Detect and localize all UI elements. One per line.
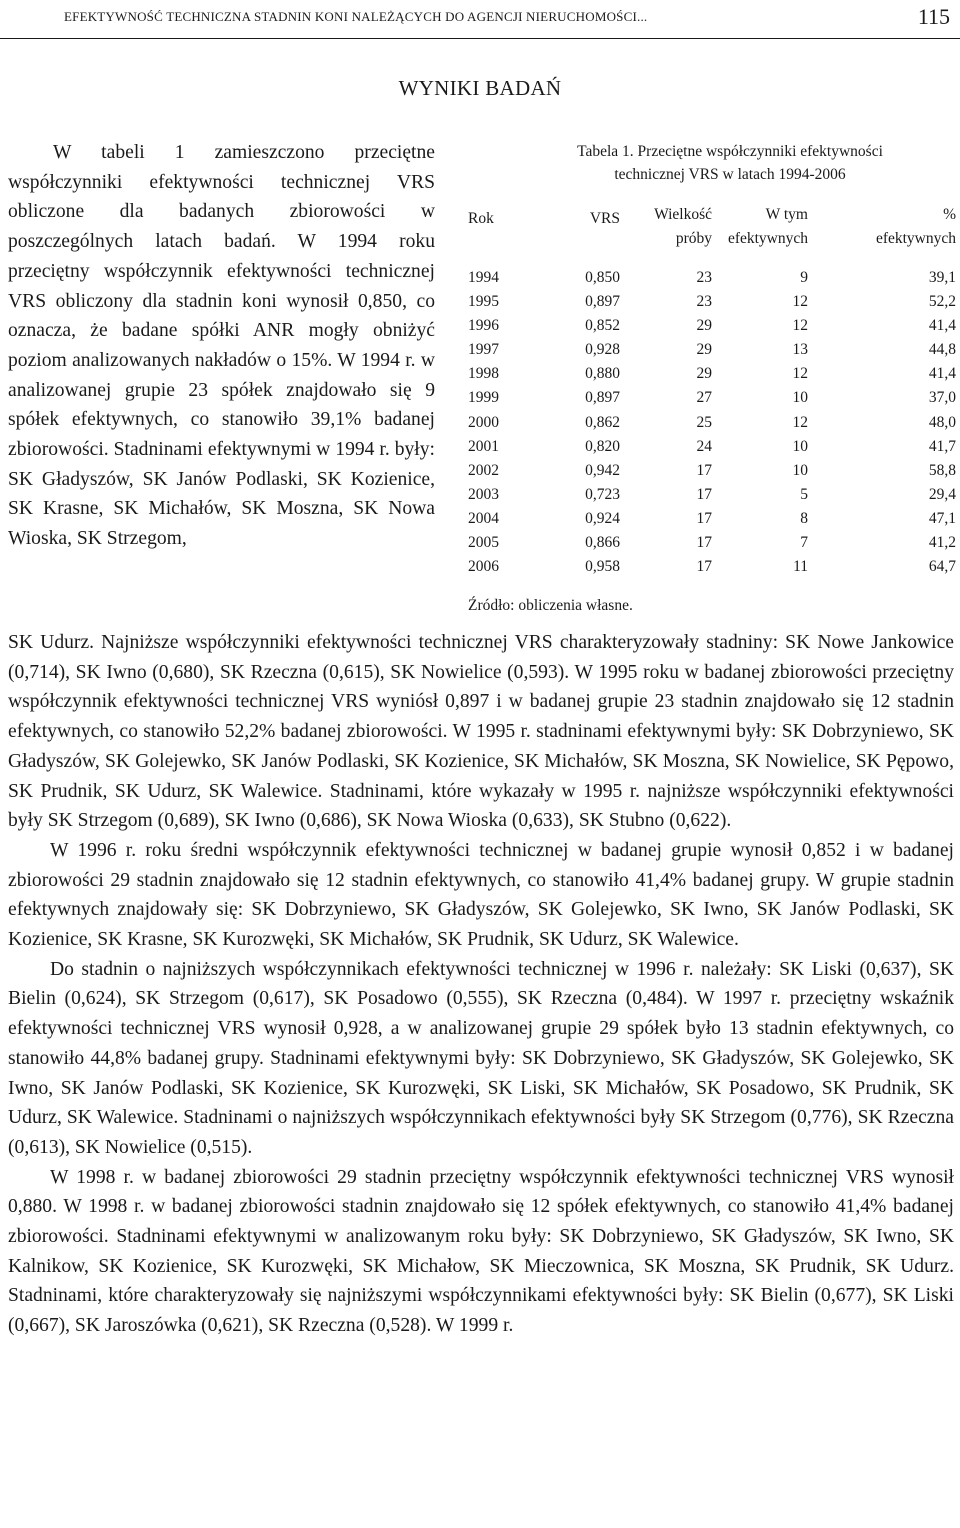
table-header-row	[468, 203, 956, 251]
cell-vrs: 0,897	[585, 293, 620, 311]
running-title: EFEKTYWNOŚĆ TECHNICZNA STADNIN KONI NALEŻĄCYCH DO AGENCJI NIERUCHOMOŚCI...	[64, 9, 648, 24]
cell-vrs: 0,723	[585, 485, 620, 503]
cell-year: 2003	[468, 485, 499, 503]
cell-percent: 41,2	[928, 534, 956, 552]
table-row	[468, 314, 956, 338]
table-row	[468, 435, 956, 459]
body-paragraph: W 1998 r. w badanej zbiorowości 29 stadnin przeciętny współczynnik efektywności technicznej VRS wynosił 0,880. W 1998 r. w badanej zbiorowości stadnin znajdowało się 12 spółek efektywnych, co stanowiło 41,4% badanej zbiorowości. Stadninami efektywnymi w analizowanym roku były: SK Dobrzyniewo, SK Gładyszów, SK Iwno, SK Kalnikow, SK Kozienice, SK Kurozwęki, SK Michałow, SK Mieczownica, SK Moszna, SK Prudnik, SK Udurz. Stadninami, które charakteryzowały się najniższymi współczynnikami efektywności były: SK Bielin (0,677), SK Liski (0,667), SK Jaroszówka (0,621), SK Rzeczna (0,528). W 1999 r.	[8, 1166, 954, 1337]
body-paragraph: W 1996 r. roku średni współczynnik efektywności technicznej w badanej grupie wynosił 0,852 i w badanej zbiorowości 29 stadnin znajdowało się 12 stadnin efektywnych, co stanowiło 41,4% badanej grupy. W grupie stadnin efektywnych znajdowały się: SK Dobrzyniewo, SK Gładyszów, SK Golejewko, SK Iwno, SK Janów Podlaski, SK Kozienice, SK Krasne, SK Kurozwęki, SK Michałów, SK Prudnik, SK Udurz, SK Walewice.	[8, 839, 954, 951]
cell-sample-size: 29	[696, 317, 712, 335]
cell-sample-size: 23	[696, 269, 712, 286]
cell-percent: 47,1	[928, 509, 956, 527]
cell-efficient: 10	[792, 389, 808, 407]
table-row	[468, 411, 956, 435]
table-row	[468, 251, 956, 290]
cell-year: 2002	[468, 461, 499, 479]
cell-sample-size: 17	[696, 461, 712, 479]
section-heading: WYNIKI BADAŃ	[398, 76, 562, 100]
body-paragraph: Do stadnin o najniższych współczynnikach efektywności technicznej w 1996 r. należały: SK Liski (0,637), SK Bielin (0,624), SK Strzegom (0,617), SK Posadowo (0,555), SK Rzeczna (0,484). W 1997 r. przeciętny wskaźnik efektywności technicznej VRS wynosił 0,928, a w analizowanej grupie 29 spółek było 13 stadnin efektywnych, co stanowiło 44,8% badanej grupy. Stadninami efektywnymi były: SK Dobrzyniewo, SK Gładyszów, SK Golejewko, SK Iwno, SK Janów Podlaski, SK Kozienice, SK Kurozwęki, SK Liski, SK Michałów, SK Posadowo, SK Prudnik, SK Udurz, SK Walewice. Stadninami o najniższych współczynnikach efektywności były SK Strzegom (0,776), SK Rzeczna (0,613), SK Nowielice (0,515).	[8, 958, 954, 1158]
cell-vrs: 0,928	[585, 341, 620, 359]
left-column	[8, 138, 435, 554]
cell-vrs: 0,924	[585, 509, 620, 527]
cell-vrs: 0,850	[585, 269, 620, 286]
running-header	[0, 0, 960, 40]
intro-paragraph: W tabeli 1 zamieszczono przeciętne współczynniki efektywności technicznej VRS obliczone dla badanych zbiorowości w poszczególnych latach badań. W 1994 roku przeciętny współczynnik efektywności technicznej VRS obliczony dla stadnin koni wynosił 0,850, co oznacza, że badane spółki ANR mogły obniżyć poziom analizowanych nakładów o 15%. W 1994 r. w analizowanej grupie 23 spółek znajdowało się 9 spółek efektywnych, co stanowiło 39,1% badanej zbiorowości. Stadninami efektywnymi w 1994 r. były: SK Gładyszów, SK Janów Podlaski, SK Kozienice, SK Krasne, SK Michałów, SK Moszna, SK Nowa Wioska, SK Strzegom,	[8, 142, 435, 550]
cell-sample-size: 17	[696, 534, 712, 552]
table-caption-line-2: technicznej VRS w latach 1994-2006	[614, 166, 846, 183]
cell-year: 2000	[468, 413, 499, 431]
cell-year: 1994	[468, 269, 499, 286]
header-vrs: VRS	[589, 210, 620, 227]
table-source: Źródło: obliczenia własne.	[468, 597, 633, 615]
cell-sample-size: 29	[696, 365, 712, 383]
cell-year: 1995	[468, 293, 499, 311]
table-row	[468, 555, 956, 579]
cell-efficient: 12	[792, 317, 808, 335]
cell-vrs: 0,820	[585, 437, 620, 455]
cell-year: 2004	[468, 509, 499, 527]
cell-efficient: 13	[792, 341, 808, 359]
body-paragraph: SK Udurz. Najniższe współczynniki efektywności technicznej VRS charakteryzowały stadniny: SK Nowe Jankowice (0,714), SK Iwno (0,680), SK Rzeczna (0,615), SK Nowielice (0,593). W 1995 roku w badanej zbiorowości przeciętny współczynnik efektywności technicznej VRS wyniósł 0,897 i w badanej grupie 23 stadnin znajdowało się 12 stadnin efektywnych, co stanowiło 52,2% badanej zbiorowości. W 1995 r. stadninami efektywnymi były: SK Dobrzyniewo, SK Gładyszów, SK Golejewko, SK Janów Podlaski, SK Kozienice, SK Michałów, SK Moszna, SK Nowielice, SK Pępowo, SK Prudnik, SK Udurz, SK Walewice. Stadninami, które wykazały w 1995 r. najniższe współczynniki efektywności były SK Strzegom (0,689), SK Iwno (0,686), SK Nowa Wioska (0,633), SK Stubno (0,622).	[8, 632, 954, 832]
cell-percent: 39,1	[928, 269, 956, 286]
header-sample-size: Wielkość próby	[654, 206, 712, 247]
table-row	[468, 290, 956, 314]
cell-sample-size: 24	[696, 437, 712, 455]
cell-year: 2001	[468, 437, 499, 455]
cell-vrs: 0,897	[585, 389, 620, 407]
cell-sample-size: 17	[696, 509, 712, 527]
cell-efficient: 7	[800, 534, 808, 552]
cell-percent: 41,4	[928, 365, 956, 383]
table-row	[468, 338, 956, 362]
cell-vrs: 0,942	[585, 461, 620, 479]
cell-efficient: 5	[800, 485, 808, 503]
cell-percent: 58,8	[928, 461, 956, 479]
table-row	[468, 531, 956, 555]
cell-efficient: 8	[800, 509, 808, 527]
cell-vrs: 0,880	[585, 365, 620, 383]
cell-efficient: 10	[792, 461, 808, 479]
cell-year: 1998	[468, 365, 499, 383]
table-row	[468, 386, 956, 410]
header-rule	[0, 38, 960, 39]
cell-percent: 52,2	[928, 293, 956, 311]
cell-efficient: 12	[792, 293, 808, 311]
cell-efficient: 9	[800, 269, 808, 286]
cell-percent: 41,7	[928, 437, 956, 455]
cell-year: 1997	[468, 341, 499, 359]
header-year: Rok	[468, 210, 494, 227]
table-row	[468, 362, 956, 386]
header-efficient: W tym efektywnych	[727, 206, 808, 247]
table-row	[468, 507, 956, 531]
cell-sample-size: 29	[696, 341, 712, 359]
cell-percent: 41,4	[928, 317, 956, 335]
cell-year: 1999	[468, 389, 499, 407]
table-row	[468, 483, 956, 507]
header-percent-efficient: % efektywnych	[875, 206, 956, 247]
cell-year: 1996	[468, 317, 499, 335]
cell-vrs: 0,862	[585, 413, 620, 431]
cell-efficient: 11	[793, 558, 808, 576]
cell-percent: 44,8	[928, 341, 956, 359]
cell-sample-size: 25	[696, 413, 712, 431]
cell-vrs: 0,852	[585, 317, 620, 335]
table-1	[468, 140, 956, 615]
cell-vrs: 0,866	[585, 534, 620, 552]
cell-year: 2005	[468, 534, 499, 552]
cell-percent: 37,0	[928, 389, 956, 407]
cell-efficient: 10	[792, 437, 808, 455]
cell-sample-size: 27	[696, 389, 712, 407]
cell-sample-size: 17	[696, 485, 712, 503]
cell-percent: 48,0	[928, 413, 956, 431]
cell-efficient: 12	[792, 413, 808, 431]
table-row	[468, 459, 956, 483]
cell-percent: 64,7	[928, 558, 956, 576]
main-text	[8, 628, 954, 1341]
table-caption-line-1: Tabela 1. Przeciętne współczynniki efektywności	[577, 143, 883, 160]
cell-percent: 29,4	[928, 485, 956, 503]
cell-sample-size: 23	[696, 293, 712, 311]
cell-efficient: 12	[792, 365, 808, 383]
cell-vrs: 0,958	[585, 558, 620, 576]
cell-sample-size: 17	[696, 558, 712, 576]
table-caption	[504, 140, 956, 186]
page-number: 115	[917, 4, 950, 29]
cell-year: 2006	[468, 558, 499, 576]
efficiency-table	[468, 203, 956, 579]
